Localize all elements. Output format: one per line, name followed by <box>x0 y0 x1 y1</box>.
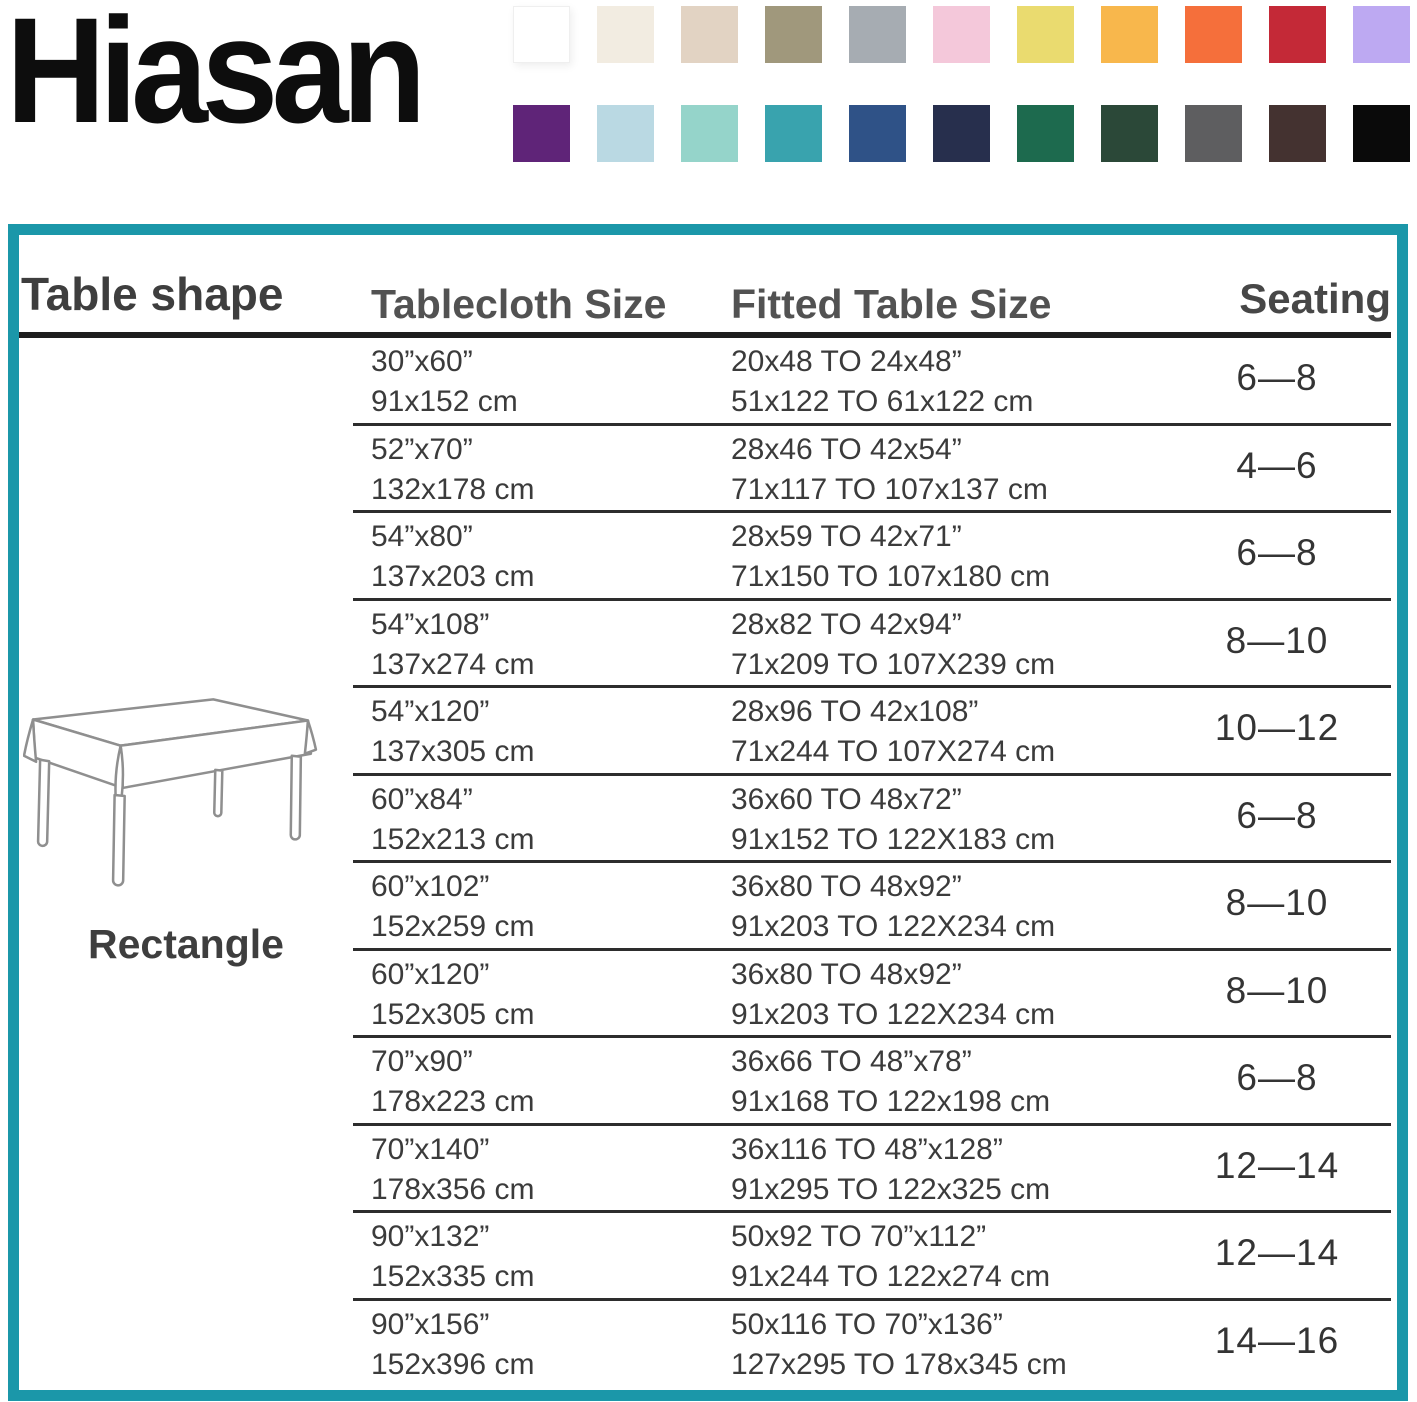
color-swatch <box>681 105 738 162</box>
fitted-size-inches: 28x46 TO 42x54” <box>731 432 962 466</box>
fitted-size-cm: 91x203 TO 122X234 cm <box>731 910 1056 943</box>
fitted-size-inches: 50x116 TO 70”x136” <box>731 1307 1003 1341</box>
size-chart-row <box>19 1213 1397 1301</box>
column-header-table-shape: Table shape <box>21 268 284 320</box>
size-chart-row <box>19 338 1397 426</box>
fitted-table-size-cell <box>731 342 1033 422</box>
color-swatch-row-bottom <box>513 105 1410 162</box>
fitted-size-cm: 91x152 TO 122X183 cm <box>731 822 1056 856</box>
fitted-table-size-cell <box>731 517 1050 597</box>
color-swatch <box>765 6 822 63</box>
tablecloth-size-cell <box>371 867 534 947</box>
tablecloth-size-inches: 90”x132” <box>371 1220 490 1253</box>
color-swatch <box>597 6 654 63</box>
color-swatch <box>1269 105 1326 162</box>
fitted-size-inches: 36x66 TO 48”x78” <box>731 1045 972 1078</box>
column-header-tablecloth-size: Tablecloth Size <box>371 281 667 327</box>
seating-cell: 6—8 <box>1236 1057 1318 1098</box>
fitted-table-size-cell <box>731 1042 1050 1122</box>
tablecloth-size-inches: 54”x80” <box>371 520 473 553</box>
table-shape-label: Rectangle <box>88 921 284 967</box>
color-swatch-row-top <box>513 6 1410 63</box>
color-swatch <box>681 6 738 63</box>
tablecloth-size-inches: 70”x90” <box>371 1045 473 1078</box>
tablecloth-size-inches: 60”x84” <box>371 782 473 816</box>
fitted-table-size-cell <box>731 867 1055 947</box>
seating-cell: 6—8 <box>1236 532 1318 573</box>
fitted-size-cm: 91x244 TO 122x274 cm <box>731 1260 1051 1293</box>
tablecloth-size-cm: 137x274 cm <box>371 647 535 681</box>
size-chart-row <box>19 426 1397 514</box>
tablecloth-size-inches: 70”x140” <box>371 1132 490 1166</box>
color-swatch <box>1101 105 1158 162</box>
color-swatch <box>1017 105 1074 162</box>
tablecloth-size-cell <box>371 517 534 597</box>
tablecloth-size-inches: 90”x156” <box>371 1307 490 1341</box>
color-swatch <box>513 105 570 162</box>
tablecloth-size-inches: 54”x120” <box>371 695 490 728</box>
tablecloth-size-cell <box>371 955 534 1035</box>
fitted-size-inches: 50x92 TO 70”x112” <box>731 1220 987 1253</box>
tablecloth-size-cell <box>371 1305 534 1385</box>
tablecloth-size-cm: 132x178 cm <box>371 472 535 506</box>
size-chart-row <box>19 1126 1397 1214</box>
tablecloth-size-cm: 91x152 cm <box>371 385 518 418</box>
tablecloth-size-cell <box>371 1217 534 1297</box>
tablecloth-size-inches: 52”x70” <box>371 432 473 466</box>
tablecloth-size-cm: 152x335 cm <box>371 1260 535 1293</box>
color-swatch <box>1017 6 1074 63</box>
brand-logo: Hiasan <box>6 0 420 154</box>
fitted-size-cm: 91x168 TO 122x198 cm <box>731 1085 1051 1118</box>
tablecloth-size-cell <box>371 605 534 685</box>
column-header-fitted-table-size: Fitted Table Size <box>731 281 1052 327</box>
fitted-table-size-cell <box>731 605 1055 685</box>
fitted-size-inches: 36x60 TO 48x72” <box>731 782 962 816</box>
tablecloth-size-cm: 178x223 cm <box>371 1085 535 1118</box>
fitted-size-inches: 36x80 TO 48x92” <box>731 957 962 991</box>
size-chart-row <box>19 513 1397 601</box>
fitted-size-inches: 20x48 TO 24x48” <box>731 345 962 378</box>
color-swatch <box>1269 6 1326 63</box>
color-swatch <box>933 6 990 63</box>
tablecloth-size-inches: 60”x102” <box>371 870 490 903</box>
fitted-size-cm: 71x244 TO 107X274 cm <box>731 735 1056 768</box>
fitted-size-inches: 28x96 TO 42x108” <box>731 695 979 728</box>
tablecloth-size-cm: 137x305 cm <box>371 735 535 768</box>
column-header-seating: Seating <box>1239 275 1391 322</box>
tablecloth-size-cm: 152x396 cm <box>371 1347 535 1381</box>
seating-cell: 14—16 <box>1214 1319 1340 1361</box>
fitted-size-cm: 71x150 TO 107x180 cm <box>731 560 1051 593</box>
tablecloth-size-cell <box>371 342 518 422</box>
color-swatch <box>1353 6 1410 63</box>
fitted-size-inches: 36x116 TO 48”x128” <box>731 1132 1003 1166</box>
tablecloth-size-cm: 152x305 cm <box>371 997 535 1031</box>
fitted-table-size-cell <box>731 955 1055 1035</box>
color-swatch <box>597 105 654 162</box>
seating-cell: 6—8 <box>1236 794 1318 836</box>
tablecloth-size-cell <box>371 780 534 860</box>
size-chart-table <box>8 224 1408 1401</box>
tablecloth-size-cm: 152x213 cm <box>371 822 535 856</box>
seating-cell: 12—14 <box>1214 1232 1340 1273</box>
tablecloth-size-cell <box>371 692 534 772</box>
fitted-size-cm: 71x117 TO 107x137 cm <box>731 472 1048 506</box>
color-swatch <box>513 6 570 63</box>
seating-cell: 8—10 <box>1225 969 1329 1011</box>
size-chart-row <box>19 1038 1397 1126</box>
fitted-size-inches: 28x59 TO 42x71” <box>731 520 962 553</box>
color-swatch <box>1185 6 1242 63</box>
tablecloth-size-cell <box>371 1130 534 1210</box>
size-chart-row <box>19 601 1397 689</box>
fitted-table-size-cell <box>731 430 1048 510</box>
fitted-table-size-cell <box>731 780 1055 860</box>
fitted-size-inches: 36x80 TO 48x92” <box>731 870 962 903</box>
fitted-table-size-cell <box>731 1217 1050 1297</box>
size-chart-row <box>19 1301 1397 1389</box>
rectangle-table-illustration <box>23 695 325 897</box>
fitted-size-cm: 71x209 TO 107X239 cm <box>731 647 1056 681</box>
tablecloth-size-cm: 152x259 cm <box>371 910 535 943</box>
seating-cell: 8—10 <box>1225 882 1329 923</box>
fitted-table-size-cell <box>731 692 1055 772</box>
tablecloth-size-inches: 60”x120” <box>371 957 490 991</box>
fitted-size-cm: 91x203 TO 122X234 cm <box>731 997 1056 1031</box>
fitted-table-size-cell <box>731 1130 1050 1210</box>
seating-cell: 12—14 <box>1214 1144 1340 1186</box>
color-swatch <box>765 105 822 162</box>
color-swatch <box>1101 6 1158 63</box>
seating-cell: 10—12 <box>1214 707 1340 748</box>
seating-cell: 4—6 <box>1236 444 1318 486</box>
fitted-size-inches: 28x82 TO 42x94” <box>731 607 962 641</box>
fitted-size-cm: 51x122 TO 61x122 cm <box>731 385 1034 418</box>
tablecloth-size-cell <box>371 1042 534 1122</box>
tablecloth-size-inches: 30”x60” <box>371 345 473 378</box>
seating-cell: 8—10 <box>1225 619 1329 661</box>
color-swatch <box>933 105 990 162</box>
seating-cell: 6—8 <box>1236 357 1318 398</box>
color-swatch <box>849 105 906 162</box>
fitted-size-cm: 127x295 TO 178x345 cm <box>731 1347 1067 1381</box>
color-swatch <box>849 6 906 63</box>
tablecloth-size-cm: 178x356 cm <box>371 1172 535 1206</box>
color-swatch <box>1353 105 1410 162</box>
fitted-table-size-cell <box>731 1305 1067 1385</box>
tablecloth-size-cm: 137x203 cm <box>371 560 535 593</box>
tablecloth-size-cell <box>371 430 534 510</box>
color-swatch <box>1185 105 1242 162</box>
fitted-size-cm: 91x295 TO 122x325 cm <box>731 1172 1051 1206</box>
tablecloth-size-inches: 54”x108” <box>371 607 490 641</box>
